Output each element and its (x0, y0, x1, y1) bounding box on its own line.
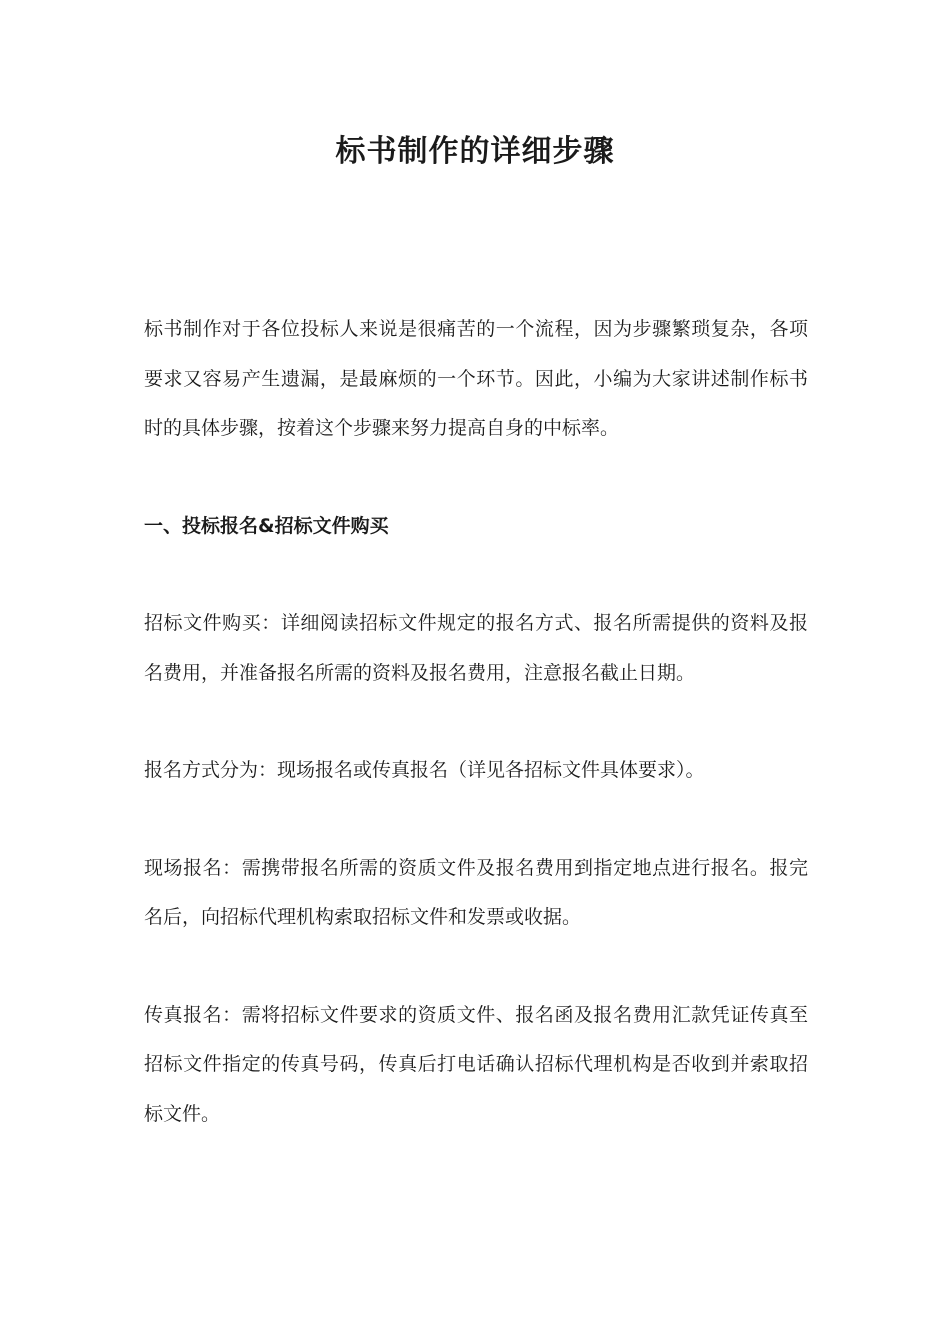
section-1-paragraph-1: 招标文件购买：详细阅读招标文件规定的报名方式、报名所需提供的资料及报名费用，并准备报名所需的资料及报名费用，注意报名截止日期。 (144, 612, 808, 684)
intro-paragraph: 标书制作对于各位投标人来说是很痛苦的一个流程，因为步骤繁琐复杂，各项要求又容易产生遗漏，是最麻烦的一个环节。因此，小编为大家讲述制作标书时的具体步骤，按着这个步骤来努力提高自身的中标率。 (144, 318, 808, 439)
document-body (144, 305, 808, 1139)
section-1-paragraph-4: 传真报名：需将招标文件要求的资质文件、报名函及报名费用汇款凭证传真至招标文件指定的传真号码，传真后打电话确认招标代理机构是否收到并索取招标文件。 (144, 1003, 808, 1125)
section-1-heading: 一、投标报名&招标文件购买 (144, 514, 389, 537)
section-1-paragraph-3: 现场报名：需携带报名所需的资质文件及报名费用到指定地点进行报名。报完名后，向招标代理机构索取招标文件和发票或收据。 (144, 856, 808, 928)
section-1-paragraph-2: 报名方式分为：现场报名或传真报名（详见各招标文件具体要求）。 (144, 759, 705, 781)
document-title: 标书制作的详细步骤 (335, 134, 615, 170)
